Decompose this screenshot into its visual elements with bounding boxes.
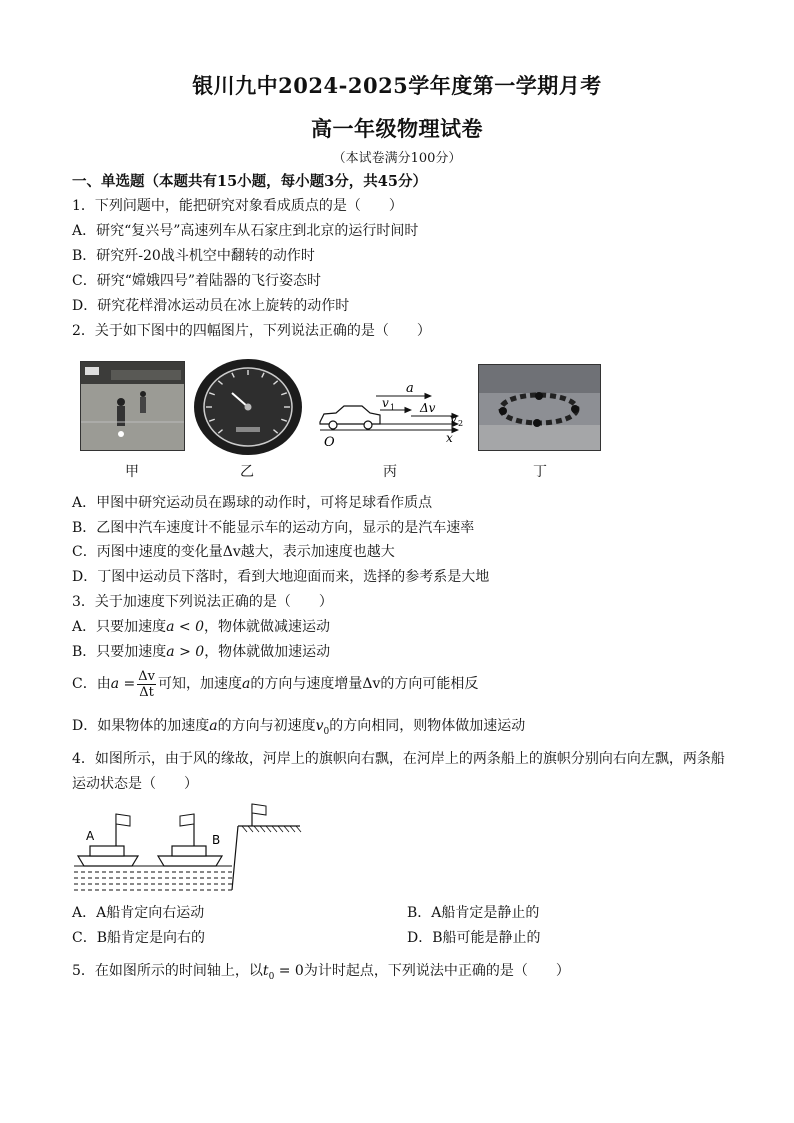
hatch-line xyxy=(278,826,283,832)
hatch-line xyxy=(284,826,289,832)
question-5-stem xyxy=(72,961,570,987)
question-3-option-c xyxy=(72,664,478,704)
question-4-stem-line2: 运动状态是（ ） xyxy=(72,776,198,792)
q3-d-middle: 的方向与初速度 xyxy=(217,718,316,734)
question-2-stem: 2．关于如下图中的四幅图片，下列说法正确的是（ ） xyxy=(72,323,431,339)
q3-d-a: a xyxy=(209,718,218,734)
q3-d-suffix: 的方向相同，则物体做加速运动 xyxy=(329,718,526,734)
question-2-option-a: A．甲图中研究运动员在踢球的动作时，可将足球看作质点 xyxy=(72,495,433,511)
hatch-line xyxy=(266,826,271,832)
q3-a-prefix: A．只要加速度 xyxy=(72,619,167,635)
hatch-line xyxy=(272,826,277,832)
label-v2: v xyxy=(450,412,457,426)
question-1-option-a: A．研究“复兴号”高速列车从石家庄到北京的运行时间时 xyxy=(72,223,419,239)
q5-suffix: 为计时起点，下列说法中正确的是（ ） xyxy=(303,963,570,979)
q3-d-v: v xyxy=(315,718,324,734)
q5-t-sub: 0 xyxy=(268,971,275,982)
hatch-line xyxy=(290,826,295,832)
question-1-option-d: D．研究花样滑冰运动员在冰上旋转的动作时 xyxy=(72,298,350,314)
question-1-option-c: C．研究“嫦娥四号”着陆器的飞行姿态时 xyxy=(72,273,322,289)
q3-c-fraction xyxy=(137,669,156,700)
question-1-stem: 1．下列问题中，能把研究对象看成质点的是（ ） xyxy=(72,198,403,214)
hatch-line xyxy=(242,826,247,832)
q5-prefix: 5．在如图所示的时间轴上，以 xyxy=(72,963,263,979)
car-icon xyxy=(320,406,380,424)
q3-c-a: a xyxy=(241,676,251,692)
question-2-option-b: B．乙图中汽车速度计不能显示车的运动方向，显示的是汽车速率 xyxy=(72,520,475,536)
shore-flag-icon xyxy=(252,804,266,815)
boat-b-flag-icon xyxy=(180,814,194,826)
question-2-option-c: C．丙图中速度的变化量Δv越大，表示加速度也越大 xyxy=(72,544,395,560)
q3-c-lhs: a = xyxy=(110,676,136,692)
label-v1-sub: 1 xyxy=(390,403,396,412)
q3-c-middle: 可知，加速度 xyxy=(157,676,242,692)
q3-b-prefix: B．只要加速度 xyxy=(72,644,167,660)
section-heading: 一、单选题（本题共有15小题，每小题3分，共45分） xyxy=(72,173,427,190)
question-3-option-a xyxy=(72,617,330,637)
exam-subtitle: 高一年级物理试卷 xyxy=(311,116,483,141)
label-x: x xyxy=(446,431,453,445)
boat-a-flag-icon xyxy=(116,814,130,826)
q5-t: t xyxy=(262,963,269,979)
football-photo xyxy=(80,361,185,451)
skydivers-photo-graphic xyxy=(479,365,600,450)
riverbank-slope xyxy=(232,826,238,890)
fraction-numerator: Δv xyxy=(138,668,155,684)
hatch-line xyxy=(254,826,259,832)
boat-b-label: B xyxy=(212,833,221,847)
caption-jia: 甲 xyxy=(125,464,139,480)
label-origin: O xyxy=(324,435,335,450)
label-v1: v xyxy=(382,396,389,410)
boat-b-cabin xyxy=(172,846,206,856)
caption-yi: 乙 xyxy=(240,464,254,480)
question-3-option-b xyxy=(72,642,330,662)
question-2-option-d: D．丁图中运动员下落时，看到大地迎面而来，选择的参考系是大地 xyxy=(72,569,490,585)
q3-a-math: a < 0 xyxy=(166,619,205,635)
q3-d-prefix: D．如果物体的加速度 xyxy=(72,718,210,734)
hatch-line xyxy=(296,826,301,832)
boat-a-label: A xyxy=(86,829,95,843)
caption-ding: 丁 xyxy=(533,464,547,480)
fraction-denominator: Δt xyxy=(139,684,154,700)
speedometer-icon xyxy=(192,357,304,457)
hatch-line xyxy=(248,826,253,832)
q5-equals: = 0 xyxy=(274,963,304,979)
question-4-option-c: C．B船肯定是向右的 xyxy=(72,930,205,946)
question-1-option-b: B．研究歼-20战斗机空中翻转的动作时 xyxy=(72,248,315,264)
boat-a-hull xyxy=(78,856,138,866)
riverbank-hatching xyxy=(242,826,301,832)
exam-note: （本试卷满分100分） xyxy=(332,151,462,166)
question-4-option-d: D．B船可能是静止的 xyxy=(407,930,541,946)
skydivers-photo xyxy=(478,364,601,451)
q3-c-prefix: C．由 xyxy=(72,676,111,692)
question-4-option-a: A．A船肯定向右运动 xyxy=(72,905,205,921)
question-4-stem-line1: 4．如图所示，由于风的缘故，河岸上的旗帜向右飘，在河岸上的两条船上的旗帜分别向右向左飘，两条船 xyxy=(72,751,725,767)
football-photo-graphic xyxy=(81,362,184,450)
water-lines xyxy=(74,866,232,890)
velocity-diagram xyxy=(316,372,466,454)
label-a: a xyxy=(406,381,414,396)
q3-b-math: a > 0 xyxy=(166,644,205,660)
q3-d-v-sub: 0 xyxy=(323,726,330,737)
label-delta-v: Δv xyxy=(420,401,436,415)
exam-title: 银川九中2024-2025学年度第一学期月考 xyxy=(192,73,602,98)
question-3-stem: 3．关于加速度下列说法正确的是（ ） xyxy=(72,594,333,610)
caption-bing: 丙 xyxy=(383,464,397,480)
boat-b-hull xyxy=(158,856,222,866)
question-3-option-d xyxy=(72,716,525,742)
boats-diagram xyxy=(72,800,304,894)
q3-b-suffix: ，物体就做加速运动 xyxy=(204,644,331,660)
q3-c-suffix: 的方向与速度增量Δv的方向可能相反 xyxy=(250,676,479,692)
q3-a-suffix: ，物体就做减速运动 xyxy=(204,619,331,635)
hatch-line xyxy=(260,826,265,832)
question-4-option-b: B．A船肯定是静止的 xyxy=(407,905,540,921)
label-v2-sub: 2 xyxy=(458,419,464,428)
boat-a-cabin xyxy=(90,846,124,856)
